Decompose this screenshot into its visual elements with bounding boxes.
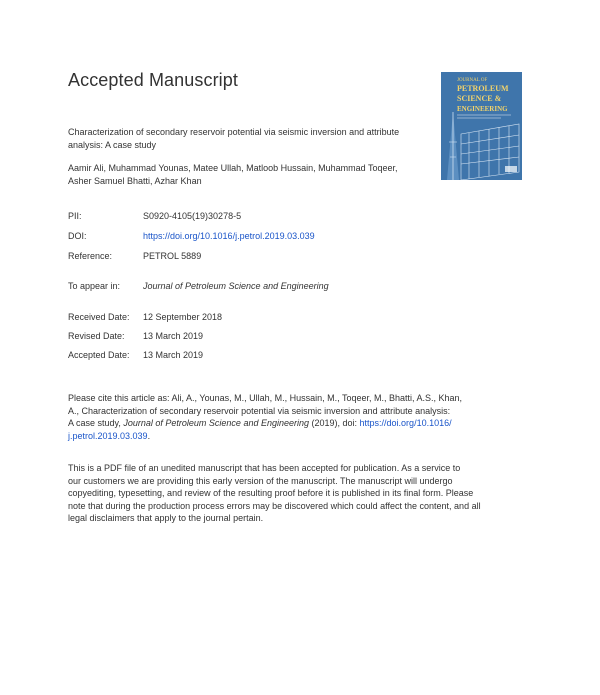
citation-line: A., Characterization of secondary reservoir potential via seismic inversion and attribute analysis: xyxy=(68,405,451,416)
authors-line: Asher Samuel Bhatti, Azhar Khan xyxy=(68,175,202,186)
article-title xyxy=(68,126,438,151)
doi-label: DOI: xyxy=(68,231,87,241)
pii-label: PII: xyxy=(68,211,82,221)
accepted-date-label: Accepted Date: xyxy=(68,350,130,360)
cover-title-line-1: JOURNAL OF xyxy=(457,78,488,83)
notice-line: our customers we are providing this early version of the manuscript. The manuscript will undergo xyxy=(68,475,453,486)
citation-paragraph xyxy=(68,392,518,442)
notice-line: legal disclaimers that apply to the journal pertain. xyxy=(68,513,264,523)
article-title-line: analysis: A case study xyxy=(68,139,157,150)
author-list xyxy=(68,162,448,187)
revised-date-label: Revised Date: xyxy=(68,331,125,341)
citation-text: (2019), doi: xyxy=(309,418,360,428)
cover-title-line-4: ENGINEERING xyxy=(457,105,508,113)
notice-line: This is a PDF file of an unedited manuscript that has been accepted for publication. As a service to xyxy=(68,463,461,473)
page-title: Accepted Manuscript xyxy=(68,70,238,90)
cover-title-line-3: SCIENCE & xyxy=(457,94,502,103)
pii-value: S0920-4105(19)30278-5 xyxy=(143,211,242,221)
cover-title-line-2: PETROLEUM xyxy=(457,84,509,93)
journal-cover-image xyxy=(441,72,522,180)
appear-in-journal: Journal of Petroleum Science and Engineering xyxy=(143,281,329,291)
notice-line: copyediting, typesetting, and review of the resulting proof before it is published in its final form. Please xyxy=(68,488,474,498)
authors-line: Aamir Ali, Muhammad Younas, Matee Ullah, Matloob Hussain, Muhammad Toqeer, xyxy=(68,163,398,173)
citation-line xyxy=(68,430,518,443)
revised-date-value: 13 March 2019 xyxy=(143,331,204,341)
accepted-date-value: 13 March 2019 xyxy=(143,350,204,360)
citation-line: Please cite this article as: Ali, A., Younas, M., Ullah, M., Hussain, M., Toqeer, M., Bhatti, A.S., Khan, xyxy=(68,393,463,403)
article-title-line: Characterization of secondary reservoir potential via seismic inversion and attribute xyxy=(68,127,400,137)
citation-journal: Journal of Petroleum Science and Engineering xyxy=(123,418,309,428)
notice-line: note that during the production process errors may be discovered which could affect the content, and all xyxy=(68,500,481,511)
citation-doi-link-cont[interactable]: j.petrol.2019.03.039 xyxy=(68,430,148,441)
citation-text: A case study, xyxy=(68,418,124,428)
journal-cover-artwork xyxy=(441,72,522,180)
received-date-label: Received Date: xyxy=(68,312,130,322)
received-date-value: 12 September 2018 xyxy=(143,312,223,322)
citation-doi-link[interactable]: https://doi.org/10.1016/ xyxy=(359,418,452,428)
citation-line xyxy=(68,417,518,430)
citation-text: . xyxy=(147,430,151,441)
reference-value: PETROL 5889 xyxy=(143,251,202,261)
notice-paragraph xyxy=(68,462,518,525)
reference-label: Reference: xyxy=(68,251,113,261)
appear-in-label: To appear in: xyxy=(68,281,121,291)
doi-link[interactable]: https://doi.org/10.1016/j.petrol.2019.03.039 xyxy=(143,231,315,241)
